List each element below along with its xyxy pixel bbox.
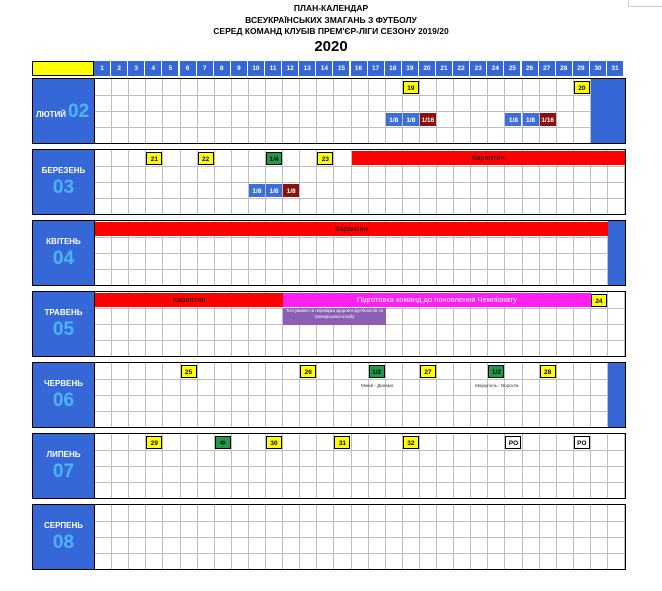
grid-column-line xyxy=(470,505,471,569)
grid-column-line xyxy=(504,79,505,143)
day-header-cell: 5 xyxy=(162,61,179,76)
day-header-cell: 11 xyxy=(265,61,282,76)
cup-round-badge: 1/8 xyxy=(266,184,282,197)
grid-column-line xyxy=(487,505,488,569)
match-note: Мінай - Динамо xyxy=(360,383,394,388)
grid-column-line xyxy=(539,434,540,498)
grid-row-line xyxy=(95,411,625,412)
grid-column-line xyxy=(351,363,352,427)
grid-column-line xyxy=(607,505,608,569)
grid-column-line xyxy=(214,363,215,427)
grid-column-line xyxy=(539,79,540,143)
grid-column-line xyxy=(402,505,403,569)
cup-round-badge: 1/8 xyxy=(523,113,539,126)
grid-column-line xyxy=(111,363,112,427)
month-number: 03 xyxy=(52,177,75,198)
grid-column-line xyxy=(214,150,215,214)
round-badge: PO xyxy=(505,436,521,449)
grid-column-line xyxy=(316,505,317,569)
day-header-cell: 23 xyxy=(470,61,487,76)
month-label xyxy=(33,505,95,569)
grid-column-line xyxy=(145,79,146,143)
grid-column-line xyxy=(299,150,300,214)
month-block xyxy=(32,291,626,357)
cup-round-badge: 1/8 xyxy=(386,113,402,126)
final-stage-badge: Ф xyxy=(215,436,231,449)
grid-column-line xyxy=(624,292,625,356)
round-badge: 32 xyxy=(403,436,419,449)
grid-column-line xyxy=(470,434,471,498)
grid-column-line xyxy=(368,505,369,569)
grid-column-line xyxy=(556,505,557,569)
grid-column-line xyxy=(436,505,437,569)
round-badge: 31 xyxy=(334,436,350,449)
grid-column-line xyxy=(231,434,232,498)
grid-column-line xyxy=(162,79,163,143)
unused-days-fill xyxy=(608,363,625,427)
grid-column-line xyxy=(111,434,112,498)
quarantine-band: Карантин xyxy=(95,222,608,236)
unused-days-fill xyxy=(591,79,625,143)
grid-column-line xyxy=(522,363,523,427)
grid-column-line xyxy=(522,79,523,143)
day-header-cell: 3 xyxy=(128,61,145,76)
month-block xyxy=(32,362,626,428)
month-number: 05 xyxy=(52,319,75,340)
day-header-cell: 31 xyxy=(607,61,624,76)
grid-column-line xyxy=(248,363,249,427)
day-header-cell: 9 xyxy=(231,61,248,76)
grid-column-line xyxy=(316,79,317,143)
day-header-cell: 24 xyxy=(487,61,504,76)
grid-column-line xyxy=(573,505,574,569)
grid-column-line xyxy=(282,363,283,427)
day-header-cell: 19 xyxy=(402,61,419,76)
grid-row-line xyxy=(95,395,625,396)
grid-column-line xyxy=(231,150,232,214)
round-badge: 29 xyxy=(146,436,162,449)
grid-column-line xyxy=(162,150,163,214)
grid-column-line xyxy=(436,434,437,498)
grid-column-line xyxy=(214,79,215,143)
grid-column-line xyxy=(333,505,334,569)
grid-row-line xyxy=(95,466,625,467)
grid-column-line xyxy=(316,434,317,498)
round-badge: PO xyxy=(574,436,590,449)
round-badge: 25 xyxy=(181,365,197,378)
grid-column-line xyxy=(522,505,523,569)
grid-column-line xyxy=(197,505,198,569)
grid-column-line xyxy=(231,363,232,427)
month-day-grid xyxy=(95,221,625,285)
grid-column-line xyxy=(162,505,163,569)
unused-days-fill xyxy=(608,221,625,285)
month-name: СЕРПЕНЬ xyxy=(43,521,84,530)
month-day-grid xyxy=(95,150,625,214)
month-label xyxy=(33,79,95,143)
grid-row-line xyxy=(95,521,625,522)
day-header-cell: 2 xyxy=(111,61,128,76)
month-label xyxy=(33,150,95,214)
grid-column-line xyxy=(504,363,505,427)
year-heading: 2020 xyxy=(314,38,348,55)
month-name: ЛИПЕНЬ xyxy=(46,450,81,459)
testing-note-box: Тестування та перевірка здоров'я футболістів та тренерського штабу xyxy=(283,308,386,325)
grid-column-line xyxy=(624,505,625,569)
round-badge: 20 xyxy=(574,81,590,94)
month-label xyxy=(33,434,95,498)
grid-column-line xyxy=(231,505,232,569)
day-header-cell: 14 xyxy=(316,61,333,76)
grid-column-line xyxy=(351,434,352,498)
round-badge: 24 xyxy=(591,294,607,307)
grid-row-line xyxy=(95,182,625,183)
grid-row-line xyxy=(95,379,625,380)
grid-column-line xyxy=(419,434,420,498)
grid-row-line xyxy=(95,537,625,538)
grid-row-line xyxy=(95,198,625,199)
day-header-cell: 30 xyxy=(590,61,607,76)
grid-column-line xyxy=(197,434,198,498)
day-header-cell: 16 xyxy=(351,61,368,76)
day-header-cell: 29 xyxy=(573,61,590,76)
round-badge: 28 xyxy=(540,365,556,378)
grid-column-line xyxy=(487,79,488,143)
grid-column-line xyxy=(522,434,523,498)
day-header-cell: 28 xyxy=(556,61,573,76)
cup-round-badge: 1/8 xyxy=(505,113,521,126)
grid-column-line xyxy=(368,434,369,498)
grid-row-line xyxy=(95,253,625,254)
grid-column-line xyxy=(590,434,591,498)
day-header-cell: 7 xyxy=(197,61,214,76)
grid-column-line xyxy=(248,150,249,214)
month-number: 07 xyxy=(52,461,75,482)
cup-round-badge: 1/16 xyxy=(420,113,436,126)
grid-column-line xyxy=(214,505,215,569)
grid-column-line xyxy=(299,79,300,143)
grid-column-line xyxy=(607,434,608,498)
grid-column-line xyxy=(487,434,488,498)
final-stage-badge: 1/2 xyxy=(488,365,504,378)
grid-column-line xyxy=(385,79,386,143)
cup-round-badge: 1/8 xyxy=(403,113,419,126)
quarantine-band: Карантин xyxy=(95,293,283,307)
month-block xyxy=(32,504,626,570)
document-title xyxy=(0,3,662,38)
month-block xyxy=(32,78,626,144)
grid-row-line xyxy=(95,111,625,112)
day-header-cell: 21 xyxy=(436,61,453,76)
grid-column-line xyxy=(248,434,249,498)
grid-column-line xyxy=(197,79,198,143)
day-header-cell: 27 xyxy=(539,61,556,76)
month-number: 06 xyxy=(52,390,75,411)
title-line-2: ВСЕУКРАЇНСЬКИХ ЗМАГАНЬ З ФУТБОЛУ xyxy=(245,14,417,25)
title-line-1: ПЛАН-КАЛЕНДАР xyxy=(293,3,369,13)
grid-column-line xyxy=(385,363,386,427)
grid-column-line xyxy=(162,363,163,427)
grid-column-line xyxy=(265,363,266,427)
grid-column-line xyxy=(180,434,181,498)
grid-column-line xyxy=(453,505,454,569)
grid-row-line xyxy=(95,166,625,167)
grid-column-line xyxy=(504,505,505,569)
grid-row-line xyxy=(95,269,625,270)
match-note: Маріуполь - Ворскла xyxy=(475,383,519,388)
grid-column-line xyxy=(248,505,249,569)
grid-column-line xyxy=(111,150,112,214)
day-header-cell: 6 xyxy=(180,61,197,76)
grid-column-line xyxy=(265,79,266,143)
month-day-grid xyxy=(95,79,625,143)
grid-column-line xyxy=(145,363,146,427)
month-label xyxy=(33,292,95,356)
day-header-cell: 18 xyxy=(385,61,402,76)
day-header-cell: 22 xyxy=(453,61,470,76)
grid-row-line xyxy=(95,450,625,451)
month-name: ЧЕРВЕНЬ xyxy=(44,379,83,388)
day-header-cell: 8 xyxy=(214,61,231,76)
cup-round-badge: 1/8 xyxy=(249,184,265,197)
grid-column-line xyxy=(402,363,403,427)
grid-column-line xyxy=(573,363,574,427)
grid-column-line xyxy=(128,505,129,569)
grid-column-line xyxy=(419,505,420,569)
grid-column-line xyxy=(128,150,129,214)
month-day-grid xyxy=(95,434,625,498)
grid-column-line xyxy=(436,363,437,427)
grid-column-line xyxy=(607,292,608,356)
month-label xyxy=(33,221,95,285)
grid-column-line xyxy=(128,434,129,498)
month-number: 04 xyxy=(52,248,75,269)
month-block xyxy=(32,220,626,286)
grid-column-line xyxy=(111,505,112,569)
day-header-cell: 20 xyxy=(419,61,436,76)
grid-column-line xyxy=(419,79,420,143)
grid-column-line xyxy=(453,434,454,498)
grid-column-line xyxy=(299,505,300,569)
grid-column-line xyxy=(180,150,181,214)
month-label xyxy=(33,363,95,427)
month-number: 02 xyxy=(68,101,90,122)
grid-column-line xyxy=(556,79,557,143)
grid-column-line xyxy=(351,505,352,569)
grid-column-line xyxy=(248,79,249,143)
day-header-cell: 4 xyxy=(145,61,162,76)
grid-row-line xyxy=(95,237,625,238)
cup-round-badge: 1/16 xyxy=(540,113,556,126)
day-header-cell: 25 xyxy=(504,61,521,76)
grid-column-line xyxy=(470,79,471,143)
grid-row-line xyxy=(95,127,625,128)
month-day-grid xyxy=(95,505,625,569)
day-header-cell: 12 xyxy=(282,61,299,76)
grid-column-line xyxy=(282,505,283,569)
round-badge: 23 xyxy=(317,152,333,165)
round-badge: 21 xyxy=(146,152,162,165)
grid-column-line xyxy=(316,363,317,427)
grid-column-line xyxy=(539,505,540,569)
month-block xyxy=(32,433,626,499)
grid-column-line xyxy=(282,150,283,214)
round-badge: 22 xyxy=(198,152,214,165)
month-number: 08 xyxy=(52,532,75,553)
round-badge: 30 xyxy=(266,436,282,449)
grid-column-line xyxy=(590,505,591,569)
month-block xyxy=(32,149,626,215)
grid-column-line xyxy=(111,79,112,143)
grid-row-line xyxy=(95,95,625,96)
day-header-cell: 1 xyxy=(94,61,111,76)
grid-row-line xyxy=(95,553,625,554)
grid-column-line xyxy=(385,505,386,569)
grid-column-line xyxy=(128,79,129,143)
month-day-grid xyxy=(95,292,625,356)
grid-column-line xyxy=(180,79,181,143)
final-stage-badge: 1/2 xyxy=(369,365,385,378)
grid-column-line xyxy=(333,79,334,143)
quarantine-band: Карантин xyxy=(352,151,626,165)
day-header-cell: 26 xyxy=(522,61,539,76)
round-badge: 27 xyxy=(420,365,436,378)
grid-column-line xyxy=(470,363,471,427)
grid-column-line xyxy=(128,363,129,427)
grid-column-line xyxy=(385,434,386,498)
grid-column-line xyxy=(333,363,334,427)
preparation-band: Підготовка команд до поновлення Чемпіонату xyxy=(283,293,591,307)
grid-row-line xyxy=(95,482,625,483)
grid-column-line xyxy=(162,434,163,498)
grid-column-line xyxy=(282,434,283,498)
month-day-grid xyxy=(95,363,625,427)
grid-column-line xyxy=(231,79,232,143)
cup-round-badge: 1/8 xyxy=(283,184,299,197)
grid-column-line xyxy=(265,505,266,569)
grid-column-line xyxy=(351,79,352,143)
grid-column-line xyxy=(368,79,369,143)
grid-column-line xyxy=(197,363,198,427)
round-badge: 26 xyxy=(300,365,316,378)
header-corner-cell xyxy=(32,61,94,76)
month-name: ЛЮТИЙ xyxy=(35,110,66,119)
month-name: БЕРЕЗЕНЬ xyxy=(41,166,86,175)
title-line-3: СЕРЕД КОМАНД КЛУБІВ ПРЕМ'ЄР-ЛІГИ СЕЗОНУ 2019/20 xyxy=(213,26,449,36)
grid-column-line xyxy=(453,79,454,143)
grid-column-line xyxy=(299,434,300,498)
day-header-cell: 15 xyxy=(333,61,350,76)
grid-row-line xyxy=(95,340,625,341)
grid-column-line xyxy=(556,363,557,427)
grid-column-line xyxy=(333,150,334,214)
day-header-cell: 10 xyxy=(248,61,265,76)
day-header-cell: 17 xyxy=(368,61,385,76)
grid-column-line xyxy=(436,79,437,143)
month-name: КВІТЕНЬ xyxy=(46,237,81,246)
day-header-cell: 13 xyxy=(299,61,316,76)
grid-column-line xyxy=(556,434,557,498)
grid-column-line xyxy=(624,434,625,498)
final-stage-badge: 1/4 xyxy=(266,152,282,165)
month-name: ТРАВЕНЬ xyxy=(44,308,83,317)
grid-column-line xyxy=(590,363,591,427)
grid-column-line xyxy=(180,505,181,569)
grid-column-line xyxy=(453,363,454,427)
grid-column-line xyxy=(145,505,146,569)
round-badge: 19 xyxy=(403,81,419,94)
grid-column-line xyxy=(282,79,283,143)
